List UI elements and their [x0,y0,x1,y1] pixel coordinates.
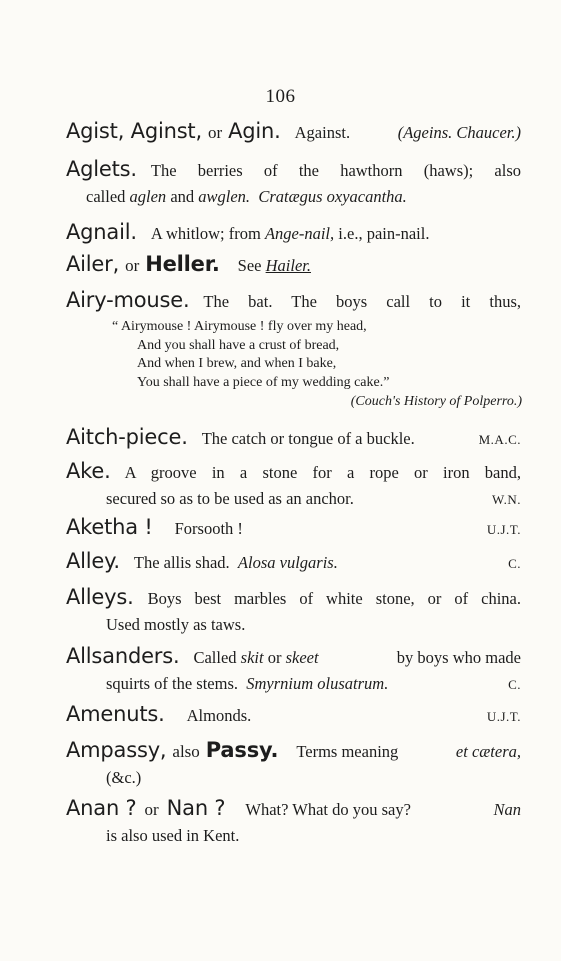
entry-ailer [66,251,521,279]
definition: The allis shad. [133,553,230,572]
definition: (&c.) [106,768,142,787]
definition: called [86,187,126,206]
headword: Aitch-piece. [66,425,188,449]
definition: i.e., pain-nail. [338,224,430,243]
etymology: Ange-nail, [264,224,335,243]
entry-alleys [66,584,521,638]
headword: Nan ? [166,796,226,820]
verse-line: And when I brew, and when I bake, [137,356,337,371]
definition: A whitlow; from [150,224,261,243]
entry-aketha [66,514,521,543]
page-number: 106 [265,86,296,107]
definition: secured so as to be used as an anchor. [106,489,354,508]
definition: Against. [294,123,351,142]
entry-ake [66,458,521,513]
source-abbreviation: C. [508,677,521,692]
definition: The berries of the hawthorn (haws); also [150,161,521,180]
headword: Alleys. [66,585,134,609]
definition: squirts of the stems. [106,674,238,693]
definition: Forsooth ! [174,519,243,538]
headword: Ailer, [66,252,120,276]
entry-agist [66,118,521,146]
headword: Alley. [66,549,120,573]
conjunction: or [125,256,140,275]
definition: A groove in a stone for a rope or iron band, [124,463,521,482]
source-abbreviation: U.J.T. [486,709,521,724]
entry-anan [66,795,521,849]
variant: awglen. [198,187,251,206]
latin-phrase: et cætera, [455,742,521,761]
headword: Anan ? [66,796,137,820]
definition: Called [193,648,237,667]
definition: See [237,256,262,275]
headword: Ake. [66,459,111,483]
definition: Boys best marbles of white stone, or of china. [147,589,521,608]
variant: Nan [493,800,521,819]
citation: (Couch's History of Polperro.) [350,394,522,409]
source-abbreviation: W.N. [492,492,521,507]
headword: Amenuts. [66,702,165,726]
headword: Heller. [145,252,220,276]
verse-line: “ Airymouse ! Airymouse ! fly over my head, [112,319,367,334]
latin-name: Cratægus oxyacantha. [258,187,407,206]
headword: Aglets. [66,157,137,181]
definition: What? What do you say? [245,800,411,819]
source-abbreviation: C. [508,556,521,571]
variant: skit [240,648,264,667]
headword: Agnail. [66,220,137,244]
headword: Ampassy, [66,738,167,762]
entry-alley [66,548,521,577]
definition: Almonds. [186,706,252,725]
definition: The catch or tongue of a buckle. [201,429,415,448]
definition: and [170,187,195,206]
latin-name: Smyrnium olusatrum. [246,674,389,693]
definition: Used mostly as taws. [106,615,246,634]
entry-allsanders [66,643,521,698]
definition: is also used in Kent. [106,826,240,845]
entry-agnail [66,219,521,247]
definition: or [267,648,282,667]
headword: Airy-mouse. [66,288,190,312]
conjunction: also [172,742,200,761]
definition: by boys who made [396,648,521,667]
entry-ampassy [66,737,521,791]
verse-quotation [112,318,522,412]
headword: Passy. [205,738,279,762]
conjunction: or [144,800,159,819]
definition: Terms meaning [296,742,399,761]
headword: Agist, Aginst, [66,119,202,143]
entry-aitch-piece [66,424,521,453]
cross-reference: Hailer. [265,256,311,275]
conjunction: or [207,123,223,142]
entry-aglets [66,156,521,210]
headword: Aketha ! [66,515,153,539]
definition: The bat. The boys call to it thus, [203,292,521,311]
latin-name: Alosa vulgaris. [237,553,338,572]
source-abbreviation: M.A.C. [478,432,521,447]
variant: aglen [129,187,167,206]
variant: skeet [285,648,319,667]
citation: (Ageins. Chaucer.) [397,123,521,142]
verse-line: You shall have a piece of my wedding cake.” [137,374,390,390]
headword: Agin. [228,119,281,143]
entry-amenuts [66,701,521,730]
source-abbreviation: U.J.T. [486,522,521,537]
headword: Allsanders. [66,644,180,668]
verse-line: And you shall have a crust of bread, [137,337,340,353]
entry-airy-mouse [66,287,521,315]
